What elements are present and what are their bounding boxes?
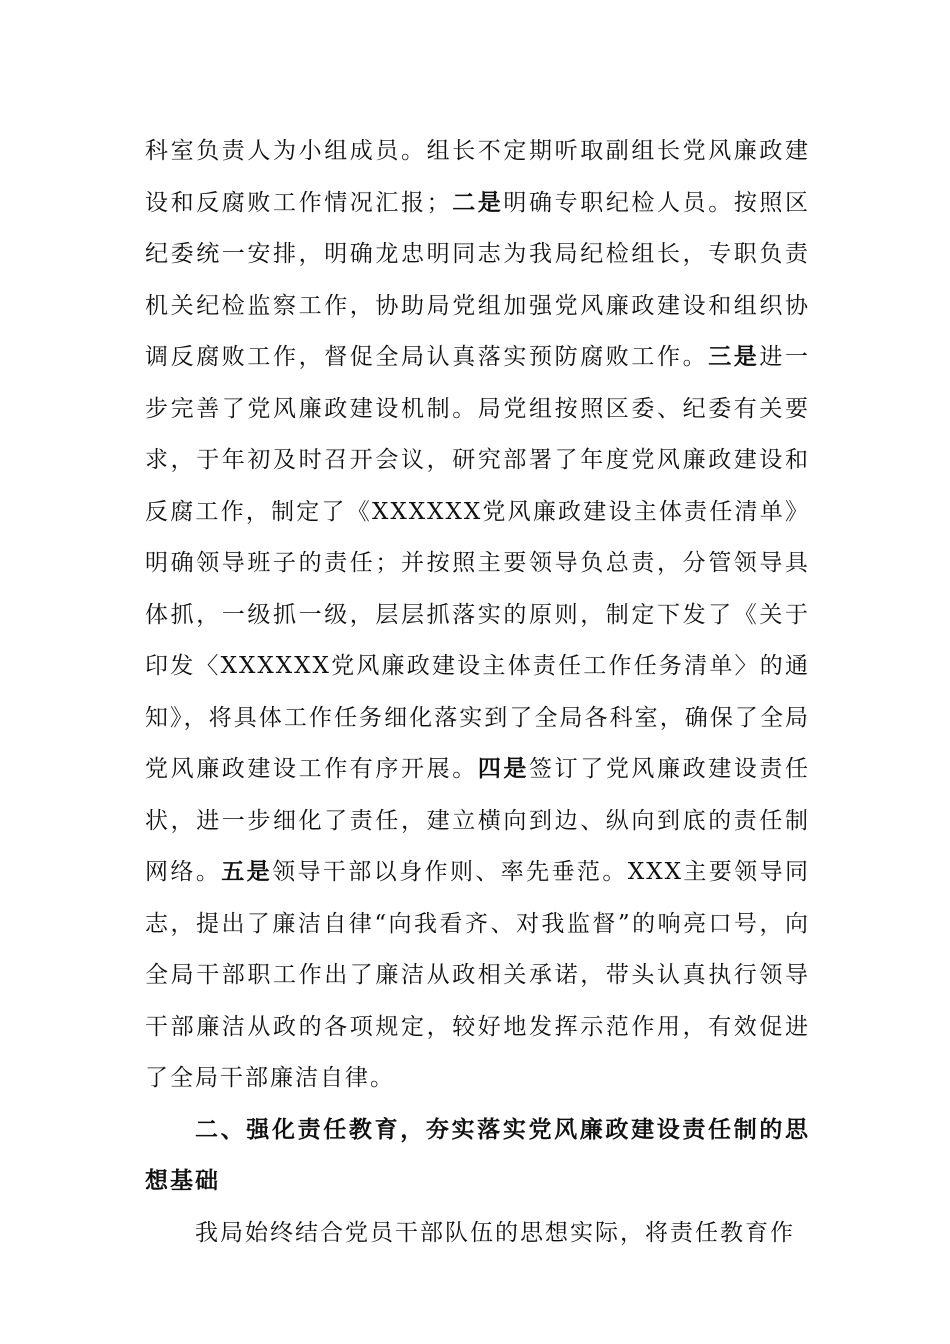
body-paragraph: [145, 126, 810, 1105]
emphasis-label: 三是: [708, 344, 760, 370]
emphasis-label: 四是: [477, 756, 530, 782]
paragraph-text: 领导干部以身作则、率先垂范。XXX主要领导同志，提出了廉洁自律“向我看齐、对我监督”的响亮口号，向全局干部职工作出了廉洁从政相关承诺，带头认真执行领导干部廉洁从政的各项规定，较好地发挥示范作用，有效促进了全局干部廉洁自律。: [145, 859, 811, 1091]
paragraph-text: 明确专职纪检人员。按照区纪委统一安排，明确龙忠明同志为我局纪检组长，专职负责机关纪检监察工作，协助局党组加强党风廉政建设和组织协调反腐败工作，督促全局认真落实预防腐败工作。: [145, 189, 811, 370]
section-heading: 二、强化责任教育，夯实落实党风廉政建设责任制的思想基础: [145, 1116, 810, 1194]
body-paragraph: 我局始终结合党员干部队伍的思想实际，将责任教育作: [195, 1219, 795, 1246]
emphasis-label: 二是: [451, 189, 504, 216]
paragraph-text: 进一步完善了党风廉政建设机制。局党组按照区委、纪委有关要求，于年初及时召开会议，研究部署了年度党风廉政建设和反腐工作，制定了《XXXXXX党风廉政建设主体责任清单》明确领导班子的责任；并按照主要领导负总责，分管领导具体抓，一级抓一级，层层抓落实的原则，制定下发了《关于印发〈XXXXXX党风廉政建设主体责任工作任务清单〉的通知》，将具体工作任务细化落实到了全局各科室，确保了全局党风廉政建设工作有序开展。: [145, 344, 811, 782]
paragraph-text: 签订了党风廉政建设责任状，进一步细化了责任，建立横向到边、纵向到底的责任制网络。: [145, 756, 811, 885]
document-body: [145, 126, 810, 1259]
emphasis-label: 五是: [221, 859, 273, 885]
paragraph-text: 科室负责人为小组成员。组长不定期听取副组长党风廉政建设和反腐败工作情况汇报；: [145, 138, 810, 216]
